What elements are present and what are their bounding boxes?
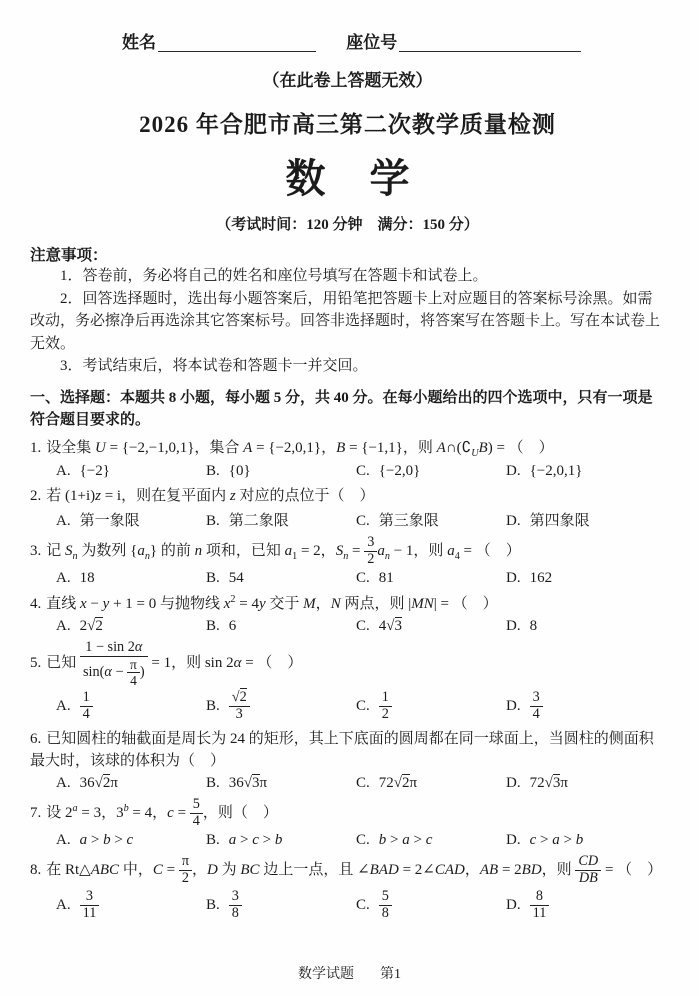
option-value: 8	[529, 617, 538, 634]
option	[56, 509, 206, 530]
option-value: 81	[378, 570, 394, 587]
option-value: 第四象限	[529, 513, 590, 530]
footer-page-number: 第1	[380, 967, 401, 982]
option	[206, 775, 356, 792]
option-label: B.	[206, 462, 220, 479]
question-options	[30, 570, 665, 587]
option-value: $\frac{3}{11}$	[80, 897, 100, 913]
question-number: 6.	[30, 730, 42, 747]
option	[356, 463, 506, 480]
option-label: A.	[56, 617, 71, 634]
option-label: A.	[56, 831, 71, 848]
question-text: 记 $S_n$ 为数列 $\{a_n\}$ 的前 n 项和，已知 $a_1 = 2$，$S_n$ = $\frac{3}{2}$ $a_n - 1$，则 $a_4$ = （ ）	[46, 534, 521, 568]
option	[506, 618, 537, 635]
question	[30, 640, 665, 723]
option-value: a > b > c	[79, 831, 134, 848]
option-value: 72√3π	[529, 774, 568, 791]
option-label: B.	[206, 513, 220, 530]
notice-item: 1．答卷前，务必将自己的姓名和座位号填写在答题卡和试卷上。	[60, 268, 488, 284]
question-stem	[30, 640, 665, 688]
option	[56, 618, 206, 635]
option-label: D.	[506, 513, 521, 530]
option-value: {−2,0,1}	[529, 462, 583, 479]
option	[356, 832, 506, 849]
option	[56, 463, 206, 480]
question-stem	[30, 797, 665, 830]
option-value: {−2}	[79, 462, 110, 479]
option-value: 第一象限	[79, 513, 140, 530]
option-label: C.	[356, 570, 370, 587]
name-seat-row	[30, 28, 665, 53]
option	[506, 690, 543, 723]
option-label: C.	[356, 774, 370, 791]
option	[356, 690, 506, 723]
option-value: 2√2	[79, 617, 103, 634]
option-value: $\frac{3}{4}$	[530, 698, 543, 714]
question-text: 已知圆柱的轴截面是周长为 24 的矩形，其上下底面的圆周都在同一球面上，当圆柱的侧面积最大时，该球的体积为（ ）	[30, 730, 654, 770]
question-options	[30, 509, 665, 530]
option	[206, 463, 356, 480]
option	[506, 832, 583, 849]
question-number: 2.	[30, 487, 42, 504]
option-value: $\frac{√2}{3}$	[229, 698, 250, 714]
question-number: 7.	[30, 804, 42, 821]
question	[30, 797, 665, 849]
option	[356, 889, 506, 922]
seat-blank-line	[399, 34, 581, 52]
option	[506, 775, 568, 792]
notice-title: 注意事项：	[30, 247, 108, 264]
option-value: 第二象限	[228, 513, 289, 530]
option-value: $\frac{1}{2}$	[379, 698, 392, 714]
option-label: A.	[56, 774, 71, 791]
question-options	[30, 618, 665, 635]
question	[30, 437, 665, 480]
option-label: D.	[506, 570, 521, 587]
subject-title: 数学	[285, 156, 454, 201]
question-options	[30, 775, 665, 792]
option-label: C.	[356, 513, 370, 530]
option	[506, 463, 582, 480]
question-text: 设全集 U = {−2,−1,0,1}，集合 A = {−2,0,1}，B = {−1,1}，则 $A\cap(∁_UB)$ = （ ）	[46, 439, 554, 459]
question-stem	[30, 728, 665, 773]
question-text: 直线 x − y + 1 = 0 与抛物线 $x^2 = 4y$ 交于 M，N 两点，则 |MN| = （ ）	[46, 594, 498, 613]
question-text: 若 (1+i)z = i，则在复平面内 z 对应的点位于（ ）	[46, 487, 375, 504]
option-label: C.	[356, 831, 370, 848]
option-value: 6	[228, 617, 237, 634]
option	[56, 889, 206, 922]
option-label: D.	[506, 462, 521, 479]
section-header: 一、选择题：本题共 8 小题，每小题 5 分，共 40 分。在每小题给出的四个选项中，只有一项是符合题目要求的。	[30, 389, 653, 428]
exam-title: 2026 年合肥市高三第二次教学质量检测	[139, 112, 556, 137]
option	[56, 570, 206, 587]
option-label: A.	[56, 896, 71, 913]
option	[206, 832, 356, 849]
question-number: 1.	[30, 439, 42, 456]
option-label: D.	[506, 697, 521, 714]
option	[506, 889, 549, 922]
notice-item: 3．考试结束后，将本试卷和答题卡一并交回。	[60, 358, 368, 374]
option-value: 36√2π	[79, 774, 118, 791]
question-text: 已知 1 − sin 2α sin(α − $\frac{\pi}{4}$ ) = 1，则 sin 2α = （ ）	[46, 638, 303, 688]
option-value: a > c > b	[228, 831, 283, 848]
option	[206, 509, 356, 530]
option-label: B.	[206, 774, 220, 791]
question-options	[30, 889, 665, 922]
question	[30, 592, 665, 635]
option-value: b > a > c	[378, 831, 433, 848]
option-label: D.	[506, 774, 521, 791]
question-number: 5.	[30, 655, 42, 672]
option-value: 54	[228, 570, 244, 587]
option-value: {−2,0}	[378, 462, 421, 479]
option-value: c > a > b	[529, 831, 584, 848]
option-value: 4√3	[378, 617, 402, 634]
option-value: 36√3π	[228, 774, 268, 791]
question-text: 设 $2^a = 3$，$3^b = 4$，c = $\frac{5}{4}$ ，则（ ）	[46, 795, 278, 829]
option-label: B.	[206, 896, 220, 913]
option	[356, 570, 506, 587]
question-stem	[30, 854, 665, 887]
option	[56, 690, 206, 723]
question-stem	[30, 535, 665, 568]
option-label: B.	[206, 570, 220, 587]
option-label: D.	[506, 831, 521, 848]
option-label: C.	[356, 617, 370, 634]
option-label: A.	[56, 697, 71, 714]
question-options	[30, 832, 665, 849]
invalid-note: （在此卷上答题无效）	[262, 71, 433, 90]
option	[206, 690, 356, 723]
name-blank-line	[158, 34, 316, 52]
option-label: C.	[356, 697, 370, 714]
option-label: C.	[356, 462, 370, 479]
option-label: B.	[206, 617, 220, 634]
question-options	[30, 463, 665, 480]
notice-item: 2．回答选择题时，选出每小题答案后，用铅笔把答题卡上对应题目的答案标号涂黑。如需改动，务必擦净后再选涂其它答案标号。回答非选择题时，将答案写在答题卡上。写在本试卷上无效。	[30, 290, 661, 352]
option	[356, 509, 506, 530]
option-value: {0}	[228, 462, 251, 479]
page-footer	[0, 963, 699, 983]
footer-doc-title: 数学试题	[298, 967, 354, 982]
questions	[30, 437, 665, 922]
option-label: B.	[206, 831, 220, 848]
option-value: $\frac{1}{4}$	[80, 698, 93, 714]
question-number: 8.	[30, 861, 42, 878]
question	[30, 854, 665, 922]
option-value: $\frac{3}{8}$	[229, 897, 242, 913]
question-text: 在 Rt△ABC 中，C = $\frac{\pi}{2}$ ，D 为 BC 边上一点，且 ∠BAD = 2∠CAD，AB = 2BD，则 $\frac{CD}{DB}$ = （ ）	[46, 852, 663, 886]
question-stem	[30, 437, 665, 461]
option-value: 第三象限	[378, 513, 439, 530]
question	[30, 728, 665, 792]
exam-info: （考试时间：120 分钟 满分：150 分）	[216, 217, 479, 233]
option	[56, 775, 206, 792]
option	[56, 832, 206, 849]
option	[356, 775, 506, 792]
question-number: 4.	[30, 596, 42, 613]
option-value: 18	[79, 570, 95, 587]
option-value: 72√2π	[378, 774, 418, 791]
option	[206, 570, 356, 587]
option	[206, 618, 356, 635]
question-number: 3.	[30, 543, 42, 560]
seat-label: 座位号	[346, 33, 398, 52]
notice-list	[30, 265, 665, 378]
option	[506, 570, 552, 587]
option	[506, 509, 590, 530]
option-label: A.	[56, 570, 71, 587]
question-stem	[30, 485, 665, 508]
option-label: A.	[56, 513, 71, 530]
option-value: 162	[529, 570, 553, 587]
question	[30, 535, 665, 587]
question	[30, 485, 665, 531]
name-label: 姓名	[122, 33, 156, 52]
option-label: D.	[506, 896, 521, 913]
option-value: $\frac{8}{11}$	[530, 897, 550, 913]
option-label: C.	[356, 896, 370, 913]
option-label: A.	[56, 462, 71, 479]
option	[206, 889, 356, 922]
question-options	[30, 690, 665, 723]
option-value: $\frac{5}{8}$	[379, 897, 392, 913]
option	[356, 618, 506, 635]
question-stem	[30, 592, 665, 616]
option-label: D.	[506, 617, 521, 634]
option-label: B.	[206, 697, 220, 714]
